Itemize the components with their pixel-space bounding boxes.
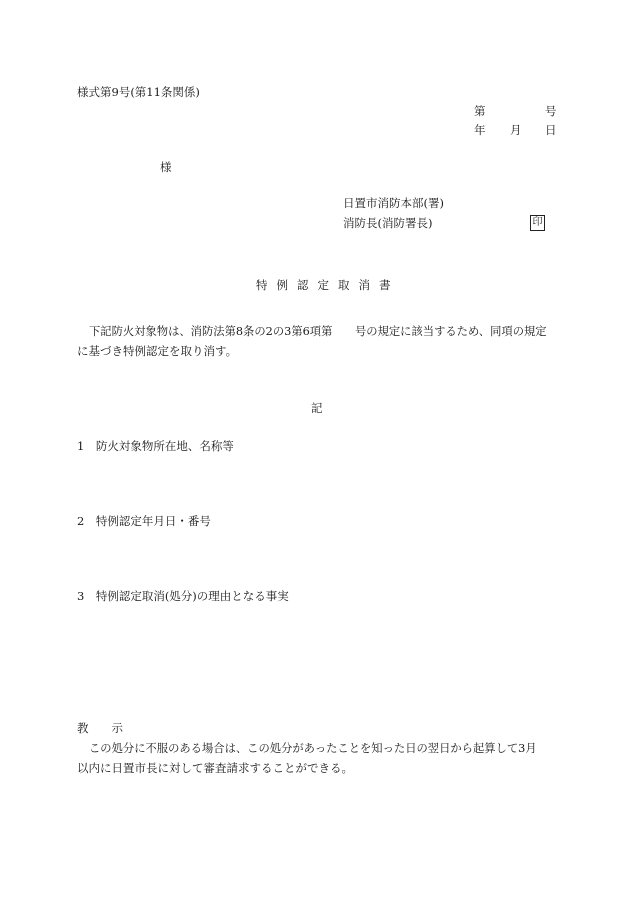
seal-stamp: 印 [530,215,545,231]
ki-heading: 記 [311,401,323,415]
notice-line-1: この処分に不服のある場合は、この処分があったことを知った日の翌日から起算して3月 [89,742,537,755]
body-line-2: に基づき特例認定を取り消す。 [77,344,238,358]
date-month: 月 [510,123,522,137]
recipient-suffix: 様 [160,160,172,174]
issuer-org: 日置市消防本部(署) [343,196,444,210]
number-dai: 第 [474,104,486,118]
body-line-1: 下記防火対象物は、消防法第8条の2の3第6項第 号の規定に該当するため、同項の規定 [89,325,547,338]
notice-heading: 教 示 [77,721,123,735]
list-item: 1 防火対象物所在地、名称等 [77,439,234,453]
date-year: 年 [474,123,486,137]
form-label: 様式第9号(第11条関係) [77,85,200,99]
date-day: 日 [545,123,557,137]
list-item: 2 特例認定年月日・番号 [77,514,211,528]
notice-line-2: 以内に日置市長に対して審査請求することができる。 [77,761,353,775]
document-title: 特例認定取消書 [256,278,400,292]
number-go: 号 [545,104,557,118]
list-item: 3 特例認定取消(処分)の理由となる事実 [77,589,289,603]
issuer-title: 消防長(消防署長) [343,216,433,230]
